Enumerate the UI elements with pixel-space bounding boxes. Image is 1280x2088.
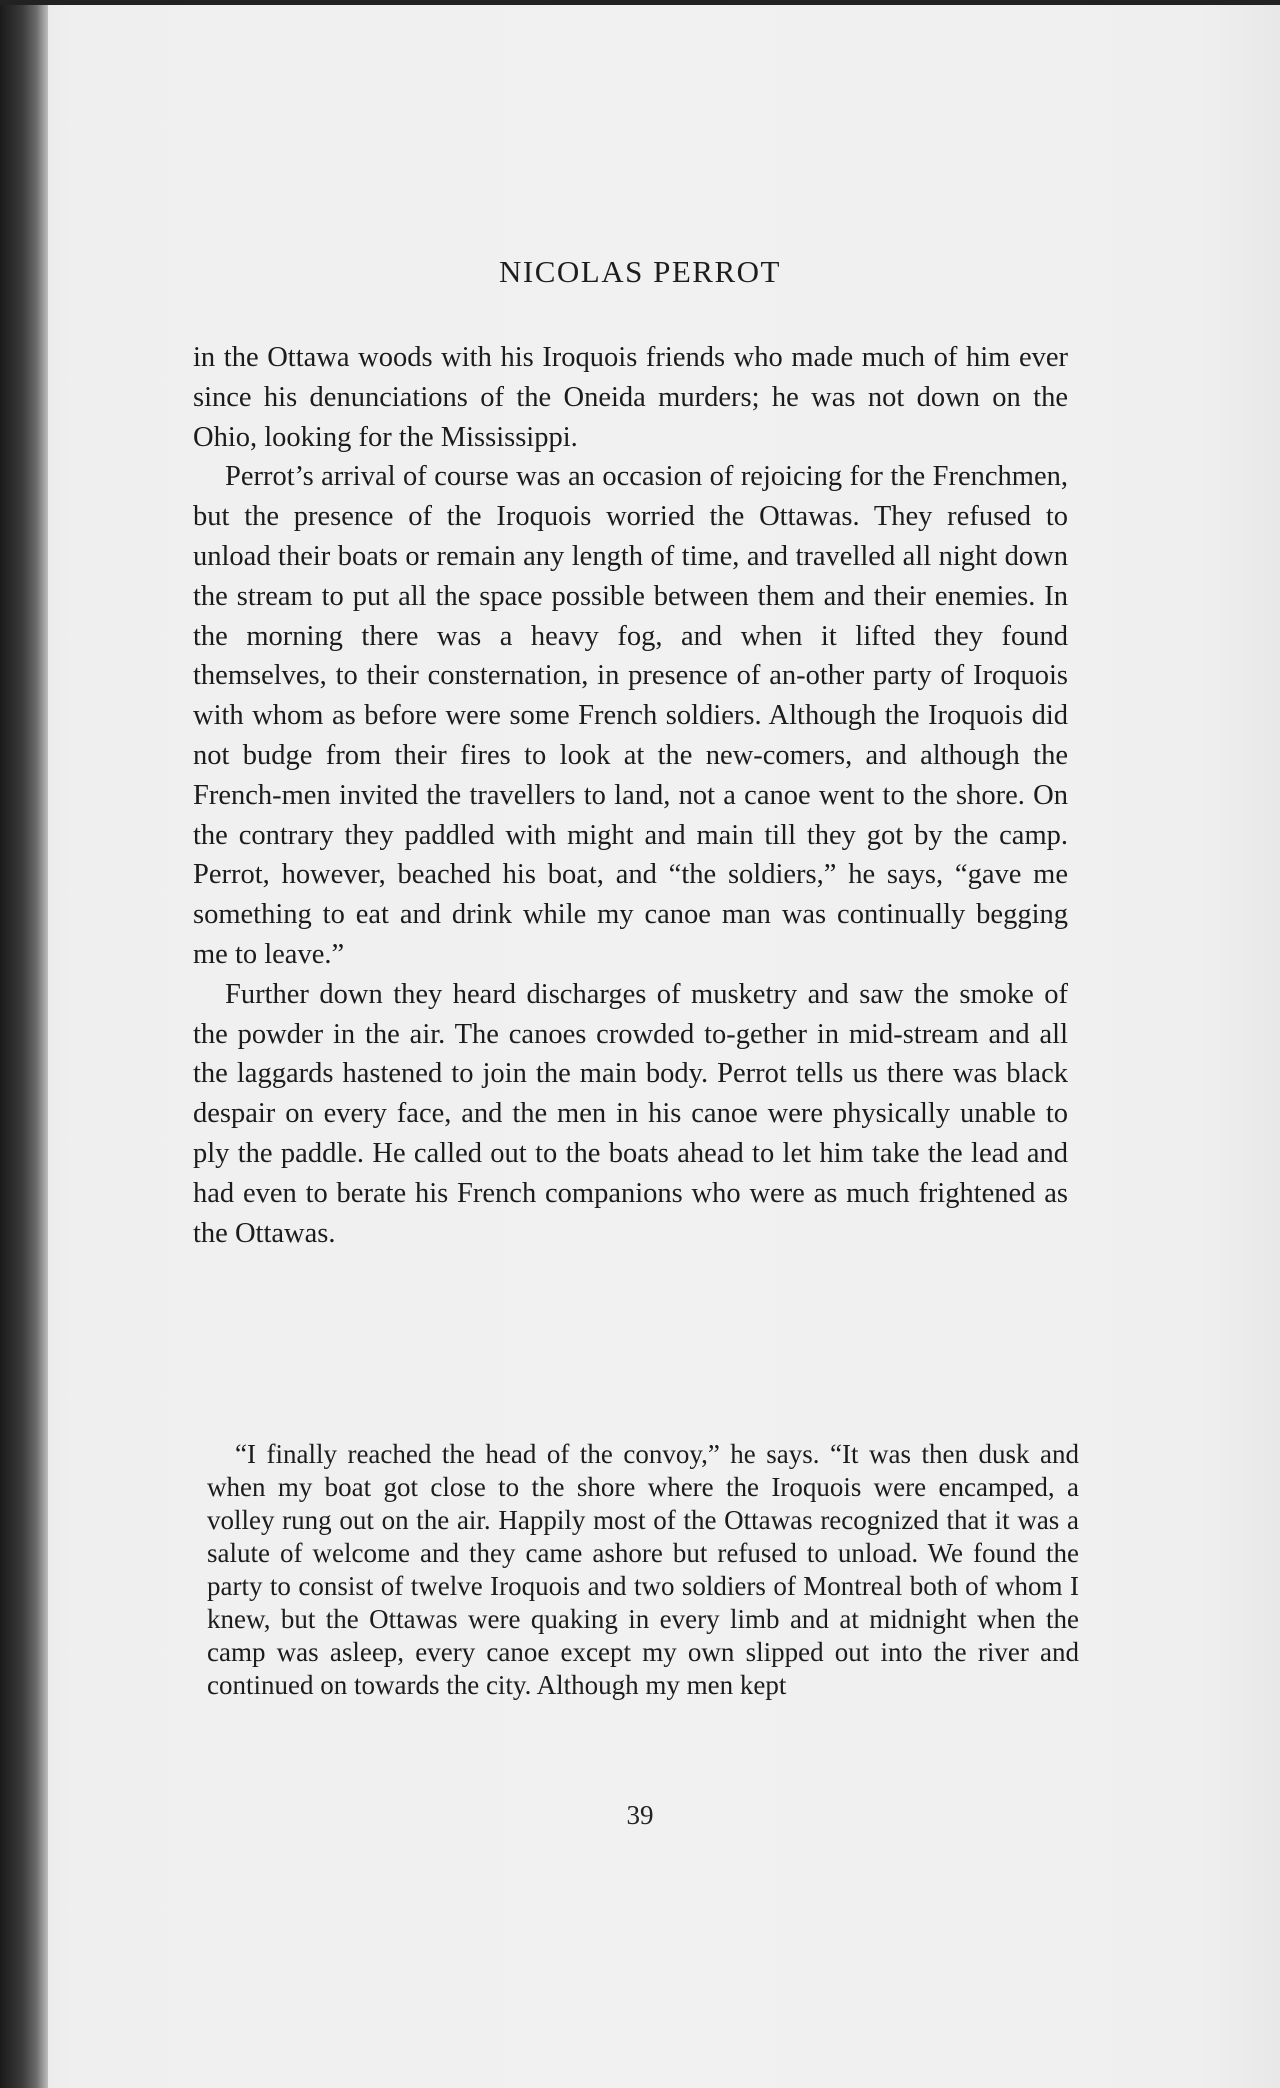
block-quotation: “I finally reached the head of the convoy,” he says. “It was then dusk and when my boat got close to the shore where the Iroquois were encamped, a volley rung out on the air. Happily most of the Ottawas recognized that it was a salute of welcome and they came ashore but refused to unload. We found the party to consist of twelve Iroquois and two soldiers of Montreal both of whom I knew, but the Ottawas were quaking in every limb and at midnight when the camp was asleep, every canoe except my own slipped out into the river and continued on towards the city. Although my men kept	[207, 1439, 1079, 1700]
page-number: 39	[626, 1800, 654, 1830]
page-top-edge	[0, 0, 1280, 5]
body-text	[193, 338, 1068, 1253]
running-head: NICOLAS PERROT	[499, 254, 781, 289]
paragraph-further-down: Further down they heard discharges of musketry and saw the smoke of the powder in the air. The canoes crowded to-gether in mid-stream and all the laggards hastened to join the main body. Perrot tells us there was black despair on every face, and the men in his canoe were physically unable to ply the paddle. He called out to the boats ahead to let him take the lead and had even to berate his French companions who were as much frightened as the Ottawas.	[193, 978, 1068, 1249]
book-spine-shadow	[0, 0, 48, 2088]
paragraph-continued: in the Ottawa woods with his Iroquois friends who made much of him ever since his denunciations of the Oneida murders; he was not down on the Ohio, looking for the Mississippi.	[193, 342, 1068, 453]
paragraph-arrival: Perrot’s arrival of course was an occasion of rejoicing for the Frenchmen, but the presence of the Iroquois worried the Ottawas. They refused to unload their boats or remain any length of time, and travelled all night down the stream to put all the space possible between them and their enemies. In the morning there was a heavy fog, and when it lifted they found themselves, to their consternation, in presence of an-other party of Iroquois with whom as before were some French soldiers. Although the Iroquois did not budge from their fires to look at the new-comers, and although the French-men invited the travellers to land, not a canoe went to the shore. On the contrary they paddled with might and main till they got by the camp. Perrot, however, beached his boat, and “the soldiers,” he says, “gave me something to eat and drink while my canoe man was continually begging me to leave.”	[193, 461, 1068, 970]
